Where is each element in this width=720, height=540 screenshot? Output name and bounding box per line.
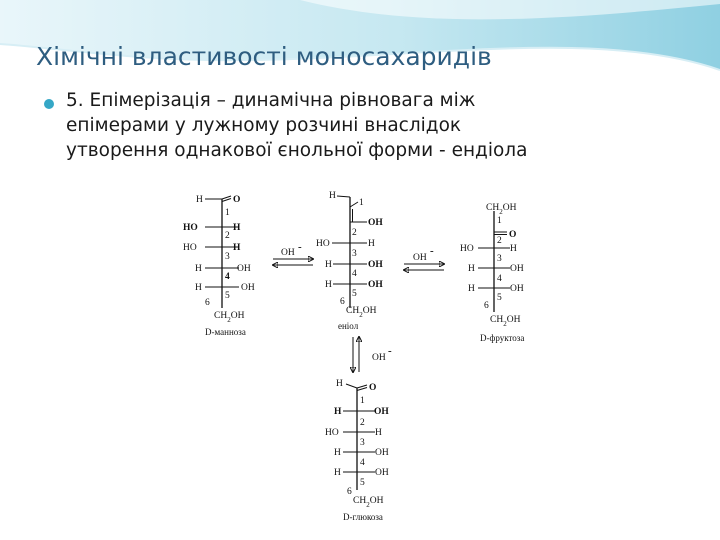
fructose-structure <box>460 203 524 343</box>
enediol-structure <box>316 191 383 331</box>
glucose-top-h: H <box>336 379 343 389</box>
mannose-c3-right: H <box>233 243 241 253</box>
glucose-c2-number: 2 <box>360 418 365 428</box>
enediol-c3-right: H <box>368 239 375 249</box>
mannose-c4-left: H <box>195 264 202 274</box>
fructose-c2-oxygen: O <box>509 230 517 240</box>
glucose-c4-number: 4 <box>360 458 365 468</box>
mannose-top-group: O <box>233 195 241 205</box>
glucose-c4-left: H <box>334 448 341 458</box>
mannose-c1-number: 1 <box>225 208 230 218</box>
enediol-bottom-group: $CH_2OH$ <box>346 306 377 319</box>
enediol-c4-left: H <box>325 260 332 270</box>
bullet-line-3: утворення однакової єнольної форми - ендіола <box>66 140 528 161</box>
enediol-c2-number: 2 <box>352 228 357 238</box>
bullet-line-1: 5. Епімерізація – динамічна рівновага між <box>66 90 476 111</box>
catalyst-down: OH <box>372 353 386 363</box>
glucose-c3-right: H <box>375 428 382 438</box>
fructose-c5-right: OH <box>510 284 524 294</box>
glucose-c4-right: OH <box>375 448 389 458</box>
mannose-caption: D-манноза <box>205 327 246 337</box>
fructose-c5-left: H <box>468 284 475 294</box>
enediol-c3-left: HO <box>316 239 330 249</box>
fructose-c6-number: 6 <box>484 301 489 311</box>
mannose-top-h: H <box>196 195 203 205</box>
equilibrium-arrows-left <box>273 241 313 265</box>
glucose-c5-number: 5 <box>360 478 365 488</box>
fructose-c5-number: 5 <box>497 293 502 303</box>
glucose-c2-right: OH <box>374 407 389 417</box>
mannose-c5-left: H <box>195 283 202 293</box>
glucose-c2-left: H <box>334 407 342 417</box>
glucose-c5-right: OH <box>375 468 389 478</box>
bullet-line-2: епімерами у лужному розчині внаслідок <box>66 115 462 136</box>
mannose-c2-left: HO <box>183 223 198 233</box>
fructose-c2-number: 2 <box>497 236 502 246</box>
mannose-c5-number: 5 <box>225 291 230 301</box>
mannose-c3-left: HO <box>183 243 197 253</box>
fructose-bottom-group: $CH_2OH$ <box>490 315 521 328</box>
enediol-c1-number: 1 <box>359 198 364 208</box>
mannose-c2-right: H <box>233 223 241 233</box>
glucose-c3-left: HO <box>325 428 339 438</box>
catalyst-left: OH <box>281 248 295 258</box>
fructose-caption: D-фруктоза <box>480 333 525 343</box>
fructose-c4-number: 4 <box>497 274 502 284</box>
mannose-c3-number: 3 <box>225 252 230 262</box>
fructose-c3-number: 3 <box>497 254 502 264</box>
glucose-c3-number: 3 <box>360 438 365 448</box>
fructose-c3-left: HO <box>460 244 474 254</box>
catalyst-right: OH <box>413 253 427 263</box>
mannose-c2-number: 2 <box>225 231 230 241</box>
enediol-c5-right: OH <box>368 280 383 290</box>
epimerization-scheme <box>150 185 570 530</box>
fructose-c4-right: OH <box>510 264 524 274</box>
glucose-structure <box>325 379 389 522</box>
mannose-structure <box>183 195 255 337</box>
catalyst-left-charge: - <box>298 241 302 253</box>
glucose-c5-left: H <box>334 468 341 478</box>
glucose-bottom-group: $CH_2OH$ <box>353 496 384 509</box>
enediol-c5-left: H <box>325 280 332 290</box>
fructose-top-group: $CH_2OH$ <box>486 203 517 216</box>
mannose-c4-right: OH <box>237 264 251 274</box>
mannose-c6-number: 6 <box>205 298 210 308</box>
enediol-c5-number: 5 <box>352 289 357 299</box>
enediol-c3-number: 3 <box>352 249 357 259</box>
bullet-text <box>66 88 706 163</box>
enediol-caption: еніол <box>338 321 359 331</box>
glucose-c1-number: 1 <box>360 396 365 406</box>
mannose-c5-right: OH <box>241 283 255 293</box>
equilibrium-arrows-down <box>353 337 392 372</box>
enediol-c6-number: 6 <box>340 297 345 307</box>
fructose-c4-left: H <box>468 264 475 274</box>
mannose-c4-number: 4 <box>225 272 230 282</box>
enediol-c4-number: 4 <box>352 269 357 279</box>
catalyst-right-charge: - <box>430 245 434 257</box>
catalyst-down-charge: - <box>388 345 392 357</box>
equilibrium-arrows-right <box>404 245 444 270</box>
glucose-top-group: O <box>369 383 377 393</box>
enediol-c4-right: OH <box>368 260 383 270</box>
fructose-c3-right: H <box>510 244 517 254</box>
glucose-c6-number: 6 <box>347 487 352 497</box>
glucose-caption: D-глюкоза <box>343 512 383 522</box>
fructose-c1-number: 1 <box>497 216 502 226</box>
slide-title: Хімічні властивості моносахаридів <box>36 42 492 71</box>
enediol-top-h: H <box>329 191 336 201</box>
enediol-c2-oh: OH <box>368 218 383 228</box>
bullet-marker <box>44 99 54 109</box>
mannose-bottom-group: $CH_2OH$ <box>214 311 245 324</box>
